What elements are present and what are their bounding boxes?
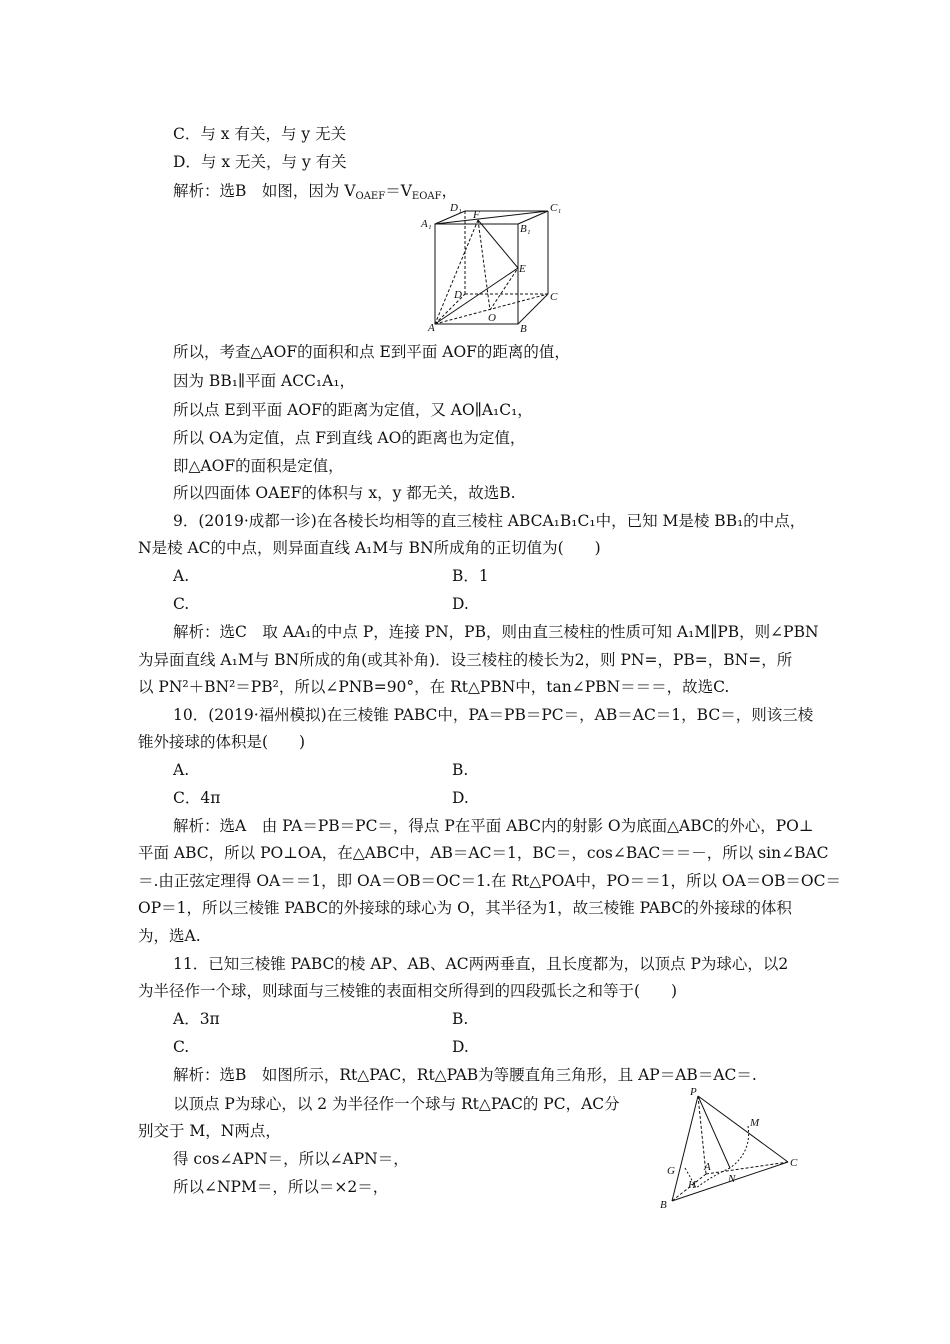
q8-option-c: C．与 x 有关，与 y 无关: [173, 125, 347, 143]
label-b: B: [520, 323, 527, 335]
label-p: P: [690, 1086, 697, 1098]
q10-analysis-line-4: OP＝1，所以三棱锥 PABC的外接球的球心为 O，其半径为1，故三棱锥 PABC的外接球的体积: [138, 899, 792, 917]
edge-fo: [478, 220, 490, 310]
label-e: E: [519, 263, 526, 275]
q10-option-d: D.: [452, 789, 469, 807]
label-a: A: [428, 322, 435, 334]
q8-analysis-line-2: 所以，考查△AOF的面积和点 E到平面 AOF的距离的值，: [173, 343, 570, 361]
q9-stem-line-2: N是棱 AC的中点，则异面直线 A₁M与 BN所成角的正切值为( ): [138, 539, 601, 557]
q8-analysis-line-4: 所以点 E到平面 AOF的距离为定值，又 AO∥A₁C₁，: [173, 401, 533, 419]
edge-pc: [698, 1096, 788, 1162]
q8-option-d: D．与 x 无关，与 y 有关: [173, 153, 347, 171]
q11-analysis-line-3: 别交于 M，N两点，: [138, 1122, 281, 1140]
edge-oe: [490, 268, 518, 310]
arc-mn: [730, 1126, 749, 1168]
q8-analysis-line-1: 解析：选B 如图，因为 $V_{OAEF}=V_{EOAF}$，: [173, 182, 458, 202]
q11-analysis-line-4: 得 cos∠APN＝，所以∠APN＝，: [173, 1150, 409, 1168]
q10-stem-line-2: 锥外接球的体积是( ): [138, 733, 306, 751]
label-c1: C₁: [550, 204, 562, 214]
q8-analysis-line-6: 即△AOF的面积是定值，: [173, 457, 344, 475]
q10-analysis-line-3: ＝.由正弦定理得 OA＝＝1，即 OA＝OB＝OC＝1.在 Rt△POA中，PO＝＝1，所以 OA＝OB＝OC＝: [138, 872, 841, 890]
q9-stem-line-1: 9．(2019·成都一诊)在各棱长均相等的直三棱柱 ABCA₁B₁C₁中，已知 M是棱 BB₁的中点，: [173, 512, 806, 530]
edge-fa: [435, 220, 478, 324]
label-g: G: [667, 1165, 675, 1177]
q9-option-a: A.: [173, 567, 190, 585]
q11-option-c: C.: [173, 1038, 190, 1056]
q9-analysis-line-3: 以 PN²＋BN²＝PB²，所以∠PNB=90°，在 Rt△PBN中，tan∠PBN＝＝＝，故选C.: [138, 678, 730, 696]
q8-analysis-line-3: 因为 BB₁∥平面 ACC₁A₁，: [173, 372, 356, 390]
q9-option-c: C.: [173, 595, 190, 613]
q9-analysis-line-1: 解析：选C 取 AA₁的中点 P，连接 PN，PB，则由直三棱柱的性质可知 A₁M∥PB，则∠PBN: [173, 623, 819, 641]
label-a: A: [704, 1161, 711, 1173]
q10-analysis-line-1: 解析：选A 由 PA＝PB＝PC＝，得点 P在平面 ABC内的射影 O为底面△ABC的外心，PO⊥: [173, 817, 814, 835]
q11-option-a: A．3π: [173, 1010, 220, 1028]
label-n: N: [728, 1173, 736, 1185]
label-o: O: [488, 312, 496, 324]
q11-stem-line-1: 11．已知三棱锥 PABC的棱 AP、AB、AC两两垂直，且长度都为，以顶点 P为球心，以2: [173, 955, 789, 973]
label-b: B: [660, 1199, 667, 1211]
label-h: H: [688, 1179, 696, 1191]
pyramid-figure: [652, 1084, 802, 1212]
label-d: D: [454, 289, 462, 301]
label-f: F: [473, 209, 480, 221]
q11-option-d: D.: [452, 1038, 469, 1056]
q9-option-d: D.: [452, 595, 469, 613]
label-c: C: [790, 1157, 798, 1169]
q9-option-b: B．1: [452, 567, 489, 585]
label-c: C: [550, 291, 558, 303]
edge-pn: [698, 1096, 730, 1168]
label-d1: D₁: [450, 204, 462, 214]
q10-option-a: A.: [173, 761, 190, 779]
edge-ac: [706, 1162, 788, 1174]
q8-analysis-line-5: 所以 OA为定值，点 F到直线 AO的距离也为定值，: [173, 429, 526, 447]
edge-ae: [435, 268, 518, 324]
q11-analysis-line-5: 所以∠NPM＝，所以＝×2＝，: [173, 1178, 389, 1196]
cube-figure: [418, 204, 568, 336]
cube-edge-bc: [518, 294, 548, 324]
q11-stem-line-2: 为半径作一个球，则球面与三棱锥的表面相交所得到的四段弧长之和等于( ): [138, 982, 678, 1000]
q8-analysis-line-7: 所以四面体 OAEF的体积与 x，y 都无关，故选B.: [173, 484, 516, 502]
q11-analysis-line-1: 解析：选B 如图所示，Rt△PAC，Rt△PAB为等腰直角三角形，且 AP＝AB＝AC＝.: [173, 1066, 757, 1084]
label-m: M: [750, 1117, 760, 1129]
q10-option-b: B.: [452, 761, 469, 779]
label-a1: A₁: [421, 218, 432, 230]
q11-analysis-line-2: 以顶点 P为球心，以 2 为半径作一个球与 Rt△PAC的 PC，AC分: [173, 1095, 620, 1113]
q10-analysis-line-2: 平面 ABC，所以 PO⊥OA，在△ABC中，AB＝AC＝1，BC＝，cos∠BAC＝＝－，所以 sin∠BAC: [138, 844, 829, 862]
q10-analysis-line-5: 为，选A.: [138, 927, 201, 945]
q10-stem-line-1: 10．(2019·福州模拟)在三棱锥 PABC中，PA＝PB＝PC＝，AB＝AC＝1，BC＝，则该三棱: [173, 706, 814, 724]
edge-fe: [478, 220, 518, 268]
q10-option-c: C．4π: [173, 789, 221, 807]
q9-analysis-line-2: 为异面直线 A₁M与 BN所成的角(或其补角)．设三棱柱的棱长为2，则 PN=，PB=，BN=，所: [138, 651, 793, 669]
cube-front-face: [435, 224, 518, 324]
label-b1: B₁: [520, 223, 531, 235]
q11-option-b: B.: [452, 1010, 469, 1028]
